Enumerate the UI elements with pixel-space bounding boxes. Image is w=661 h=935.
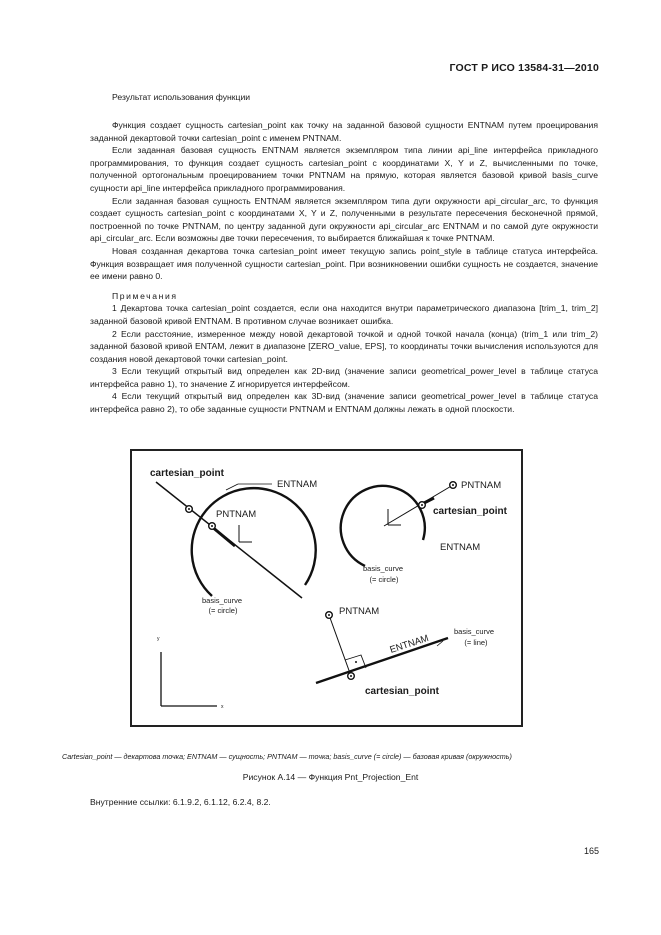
figure-caption: Рисунок А.14 — Функция Pnt_Projection_Ent [242,772,419,782]
page-number: 165 [583,846,599,856]
internal-references: Внутренние ссылки: 6.1.9.2, 6.1.12, 6.2.4, 8.2. [90,797,271,807]
basis-line [316,638,448,683]
paragraph: Если заданная базовая сущность ENTNAM является экземпляром типа дуги окружности api_circular_arc, то функция создает сущность cartesian_point с координатами X, Y и Z, полученными в результате пересечения бесконечной прямой, построенной по точке PNTNAM, по центру заданной дуги окружности api_circular_arc ENTNAM и по самой дуге окружности api_circular_arc. Если возможны две точки пересечения, то выбирается ближайшая к точке PNTNAM. [90,195,598,244]
label-basis-type: (= circle) [369,575,399,584]
label-cartesian-point: cartesian_point [150,468,224,479]
label-cartesian-point: cartesian_point [365,686,439,697]
paragraph: Если заданная базовая сущность ENTNAM является экземпляром типа линии api_line интерфейса прикладного программирования, то функция создает сущность cartesian_point с координатами X, Y и Z, вычисленными по точке, полученной ортогональным проецированием точки PNTNAM на прямую, которая является базовой кривой basis_curve сущности api_line интерфейса прикладного программирования. [90,145,598,193]
label-basis-curve: basis_curve [362,564,404,573]
figure-legend: Cartesian_point — декартова точка; ENTNAM — сущность; PNTNAM — точка; basis_curve (= circle) — базовая кривая (окружность) [62,752,512,761]
label-cartesian-point: cartesian_point [433,506,507,517]
line-projection [329,615,351,676]
label-entnam: ENTNAM [388,632,431,656]
note: 2 Если расстояние, измеренное между новой декартовой точкой и одной точкой начала (конца) (trim_1 или trim_2) заданной базовой кривой ENTAM, лежит в диапазоне [ZERO_value, EPS], то координаты точки вычисления используются для создания новой декартовой точки cartesian_point. [90,328,598,364]
label-basis-curve: basis_curve [453,627,495,636]
standard-header: ГОСТ Р ИСО 13584-31—2010 [449,62,599,74]
paragraph: Функция создает сущность cartesian_point как точку на заданной базовой сущности ENTNAM путем проецирования заданной декартовой точки cartesian_point с именем PNTNAM. [90,120,598,143]
label-basis-curve: basis_curve [201,596,243,605]
note: 3 Если текущий открытый вид определен как 2D-вид (значение записи geometrical_power_level в таблице статуса интерфейса равно 1), то значение Z игнорируется интерфейсом. [90,366,598,389]
label-pntnam: PNTNAM [216,509,257,520]
axis-y-label: y [157,636,160,642]
label-entnam: ENTNAM [277,479,318,490]
label-pntnam: PNTNAM [339,606,380,617]
label-entnam: ENTNAM [440,542,481,553]
axis-x-label: x [221,704,224,710]
label-basis-type: (= circle) [208,606,238,615]
notes-title: Примечания [112,290,178,301]
section-title: Результат использования функции [112,92,251,102]
left-circle-arc [192,488,316,596]
paragraph: Новая созданная декартова точка cartesian_point имеет текущую запись point_style в таблице статуса интерфейса. Функция возвращает имя полученной сущности cartesian_point. При возникновении ошибки сущность не создается, значение ее имени равно 0. [90,245,598,282]
right-circle-arc [341,486,425,566]
note: 1 Декартова точка cartesian_point создается, если она находится внутри параметрического диапазона [trim_1, trim_2] заданной базовой кривой ENTNAM. В противном случае возникает ошибка. [90,303,598,326]
label-basis-type: (= line) [464,638,488,647]
label-pntnam: PNTNAM [461,480,502,491]
note: 4 Если текущий открытый вид определен как 3D-вид (значение записи geometrical_power_level в таблице статуса интерфейса равно 2), то обе заданные сущности PNTNAM и ENTNAM должны лежать в одной плоскости. [90,391,598,415]
